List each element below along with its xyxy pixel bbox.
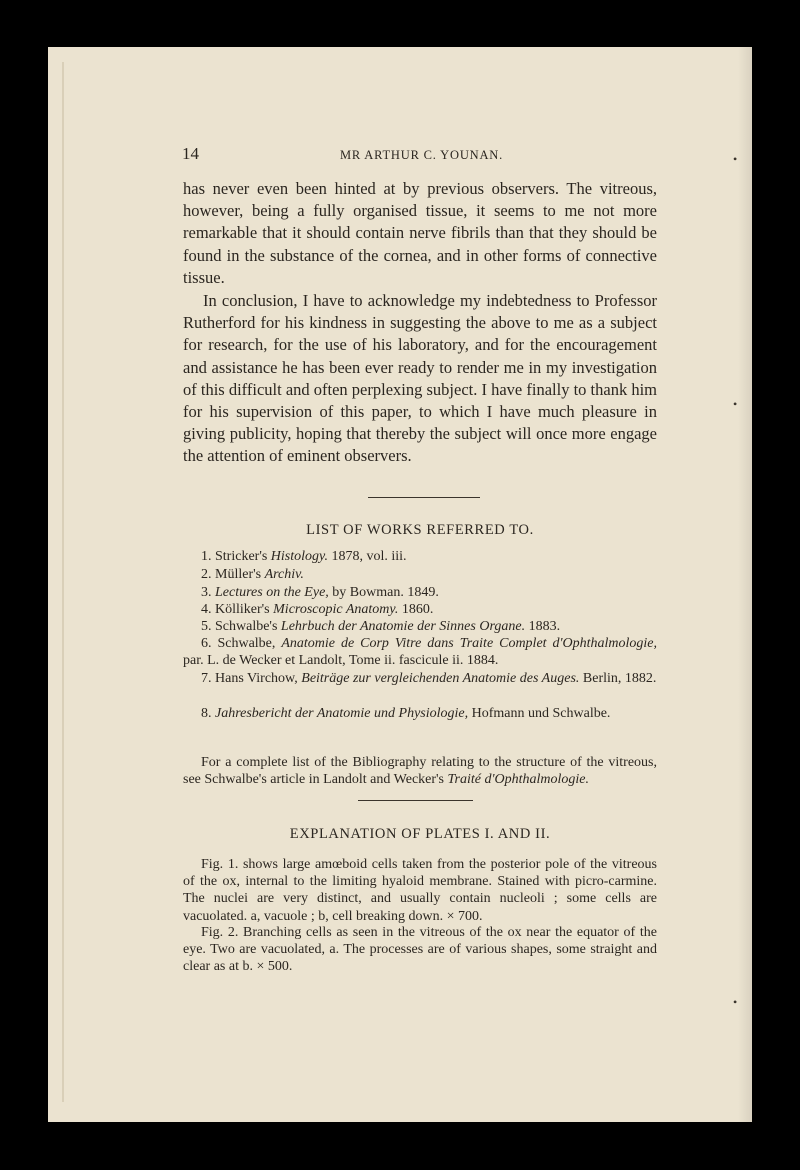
reference-number: 2. — [201, 567, 215, 582]
reference-title: Beiträge zur vergleichenden Anatomie des Auges. — [301, 671, 580, 686]
reference-item — [183, 566, 657, 583]
margin-mark: • — [733, 995, 738, 1009]
reference-title: Lehrbuch der Anatomie der Sinnes Organe. — [280, 619, 526, 634]
reference-item — [183, 670, 657, 687]
figure-1-caption: Fig. 1. shows large amœboid cells taken from the posterior pole of the vitreous of the ox, internal to the limiting hyaloid membrane. Stained with picro-carmine. The nuclei are very distinct, and usually contain nucleoli ; some cells are vacuolated. a, vacuole ; b, cell breaking down. × 700. — [183, 857, 657, 924]
reference-number: 6. — [201, 636, 218, 651]
page-fold-shadow — [62, 62, 64, 1102]
reference-number: 5. — [201, 619, 215, 634]
reference-title: Histology. — [270, 549, 328, 564]
margin-mark: • — [733, 397, 738, 411]
reference-author: Müller's — [215, 567, 265, 582]
section-divider — [368, 497, 480, 498]
reference-author: Hans Virchow, — [215, 671, 302, 686]
reference-number: 7. — [201, 671, 215, 686]
reference-item — [183, 584, 657, 601]
reference-number: 8. — [201, 706, 215, 721]
references-heading: LIST OF WORKS REFERRED TO. — [306, 522, 534, 538]
reference-details: 1878, vol. iii. — [327, 549, 407, 564]
reference-details: 1860. — [398, 602, 434, 617]
page-number: 14 — [182, 144, 199, 163]
reference-author: Kölliker's — [215, 602, 274, 617]
reference-author: Schwalbe, — [217, 636, 282, 651]
reference-item — [183, 705, 657, 722]
reference-details: Berlin, 1882. — [579, 671, 657, 686]
reference-title: Anatomie de Corp Vitre dans Traite Complet d'Ophthalmologie, — [281, 636, 658, 651]
reference-item — [183, 635, 657, 669]
reference-title: Archiv. — [264, 567, 304, 582]
reference-details: par. L. de Wecker et Landolt, Tome ii. fascicule ii. 1884. — [183, 653, 499, 669]
reference-title: Jahresbericht der Anatomie und Physiologie, — [215, 706, 469, 721]
section-divider-2 — [358, 800, 473, 801]
reference-details: 1883. — [525, 619, 561, 634]
reference-title: Microscopic Anatomy. — [273, 602, 399, 617]
bibliography-note: For a complete list of the Bibliography relating to the structure of the vitreous, see Schwalbe's article in Landolt and Wecker's Traité d'Ophthalmologie. — [183, 755, 657, 788]
paragraph-continuation: has never even been hinted at by previous observers. The vitreous, however, being a fully organised tissue, it seems to me not more remarkable that it should contain nerve fibrils than that they should be found in the substance of the cornea, and in other forms of connective tissue. — [183, 179, 657, 287]
plates-heading: EXPLANATION OF PLATES I. AND II. — [289, 826, 551, 842]
figure-2-caption: Fig. 2. Branching cells as seen in the vitreous of the ox near the equator of the eye. Two are vacuolated, a. The processes are of various shapes, some straight and clear as at b. × 500. — [183, 925, 657, 975]
reference-details: Hofmann und Schwalbe. — [468, 706, 611, 721]
running-title: MR ARTHUR C. YOUNAN. — [340, 148, 504, 162]
reference-number: 1. — [201, 549, 215, 564]
paragraph-acknowledgement: In conclusion, I have to acknowledge my indebtedness to Professor Rutherford for his kindness in suggesting the above to me as a subject for research, for the use of his laboratory, and for the encouragement and assistance he has been ever ready to render me in my investigation of this difficult and often perplexing subject. I have finally to thank him for his supervision of this paper, to which I have much pleasure in giving publicity, hoping that thereby the subject will once more engage the attention of eminent observers. — [183, 291, 657, 466]
reference-item — [183, 548, 657, 565]
reference-number: 3. — [201, 585, 215, 600]
reference-author: Schwalbe's — [215, 619, 281, 634]
reference-author: Stricker's — [215, 549, 271, 564]
reference-details: by Bowman. 1849. — [328, 585, 439, 600]
reference-title: Lectures on the Eye, — [215, 585, 329, 600]
reference-item — [183, 601, 657, 618]
reference-item — [183, 618, 657, 635]
reference-number: 4. — [201, 602, 215, 617]
margin-mark: • — [733, 152, 738, 166]
